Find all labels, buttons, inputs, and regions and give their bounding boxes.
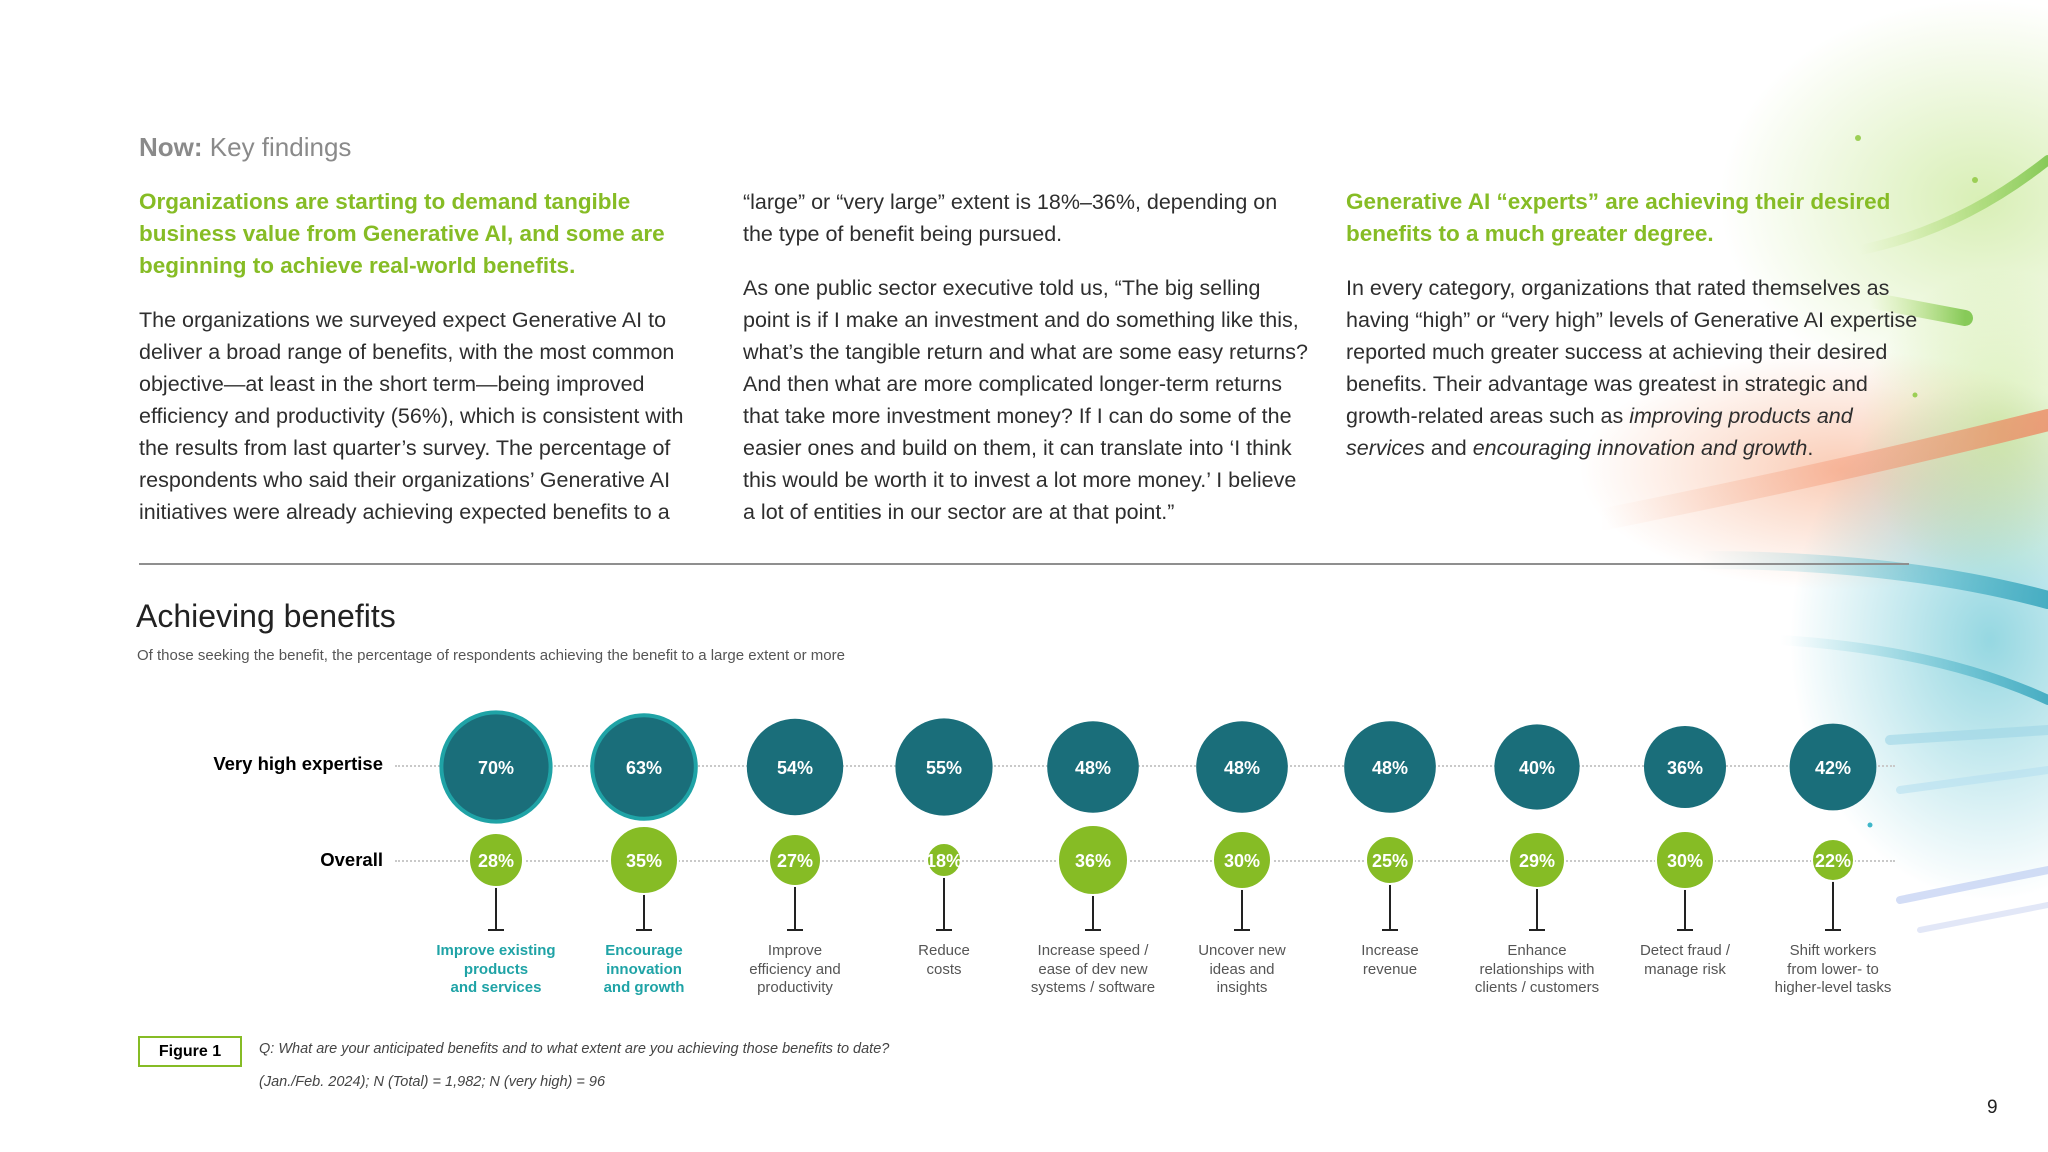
benefit-category-line: Enhance: [1507, 942, 1567, 959]
body-paragraph: In every category, organizations that rated themselves as having “high” or “very high” levels of Generative AI expertise reported much greater success at achieving their desired benefits. Their advantage was greatest in strategic and growth-related areas such as improving products and services and encouraging innovation and growth.: [1346, 276, 1918, 460]
benefit-category-line: systems / software: [1030, 979, 1156, 996]
overall-value-label: 30%: [1223, 851, 1261, 871]
overall-value-label: 18%: [925, 851, 963, 871]
benefit-category-line: Encourage: [605, 942, 683, 959]
overall-value-label: 28%: [477, 851, 515, 871]
lead-heading: Generative AI “experts” are achieving their desired benefits to a much greater degree.: [1346, 189, 1891, 246]
benefit-category-label: [1462, 942, 1612, 998]
benefit-category-label: [1315, 942, 1465, 979]
chart-subtitle: Of those seeking the benefit, the percentage of respondents achieving the benefit to a large extent or more: [137, 647, 845, 664]
figure-question: Q: What are your anticipated benefits and to what extent are you achieving those benefits to date?: [259, 1041, 890, 1057]
lead-heading: Organizations are starting to demand tangible business value from Generative AI, and some are beginning to achieve real-world benefits.: [139, 189, 665, 278]
overall-value-label: 22%: [1814, 851, 1852, 871]
row-label-overall: Overall: [320, 849, 383, 870]
benefit-category-line: manage risk: [1644, 960, 1726, 978]
benefit-category-line: Uncover new: [1198, 942, 1286, 959]
very-high-value-label: 70%: [477, 758, 515, 778]
benefit-category-line: Increase speed /: [1037, 942, 1149, 959]
very-high-value-label: 42%: [1814, 758, 1852, 778]
benefit-category-label: [1167, 942, 1317, 998]
benefit-category-line: and growth: [603, 979, 685, 996]
overall-value-label: 27%: [776, 851, 814, 871]
quote-paragraph: As one public sector executive told us, “The big selling point is if I make an investment and do something like this, what’s the tangible return and what are some easy returns? And then what are more complicated longer-term returns that take more investment money? If I can do some of the easier ones and build on them, it can translate into ‘I think this would be worth it to invest a lot more money.’ I believe a lot of entities in our sector are at that point.”: [743, 276, 1308, 524]
benefit-category-line: products: [463, 960, 529, 978]
benefit-category-line: efficiency and: [749, 960, 841, 978]
overall-value-label: 35%: [625, 851, 663, 871]
very-high-value-label: 40%: [1518, 758, 1556, 778]
very-high-value-label: 48%: [1074, 758, 1112, 778]
very-high-value-label: 48%: [1223, 758, 1261, 778]
benefit-category-label: [569, 942, 719, 998]
benefit-category-line: Reduce: [918, 942, 970, 959]
chart-title: Achieving benefits: [136, 598, 396, 634]
figure-note: (Jan./Feb. 2024); N (Total) = 1,982; N (very high) = 96: [259, 1074, 606, 1090]
benefit-category-line: ease of dev new: [1038, 960, 1148, 978]
benefit-category-line: revenue: [1362, 960, 1418, 978]
benefit-category-line: costs: [926, 960, 962, 978]
body-paragraph: The organizations we surveyed expect Generative AI to deliver a broad range of benefits, with the most common objective—at least in the short term—being improved efficiency and productivity (56%), which is consistent with the results from last quarter’s survey. The percentage of respondents who said their organizations’ Generative AI initiatives were already achieving expected benefits to a: [139, 308, 684, 524]
benefit-category-label: [869, 942, 1019, 979]
overall-value-label: 36%: [1074, 851, 1112, 871]
body-paragraph: “large” or “very large” extent is 18%–36%, depending on the type of benefit being pursued.: [743, 190, 1278, 246]
benefit-category-line: higher-level tasks: [1774, 979, 1892, 996]
very-high-value-label: 36%: [1666, 758, 1704, 778]
benefit-category-label: [421, 942, 571, 998]
benefit-category-label: [1018, 942, 1168, 998]
benefit-category-line: Improve: [767, 942, 823, 959]
benefit-category-line: Shift workers: [1789, 942, 1877, 959]
benefit-category-label: [1758, 942, 1908, 998]
benefit-category-label: [720, 942, 870, 998]
section-label: Now: Key findings: [139, 132, 352, 162]
overall-value-label: 29%: [1518, 851, 1556, 871]
benefit-category-label: [1610, 942, 1760, 979]
benefit-category-line: relationships with: [1479, 960, 1595, 978]
row-label-very-high: Very high expertise: [213, 753, 383, 774]
figure-tag: Figure 1: [138, 1036, 242, 1067]
benefit-category-line: Improve existing: [436, 942, 556, 959]
benefit-category-line: innovation: [606, 960, 682, 978]
benefit-category-line: clients / customers: [1474, 979, 1600, 996]
benefit-category-line: Increase: [1361, 942, 1419, 959]
very-high-value-label: 54%: [776, 758, 814, 778]
very-high-value-label: 55%: [925, 758, 963, 778]
benefit-category-line: insights: [1216, 979, 1268, 996]
very-high-value-label: 48%: [1371, 758, 1409, 778]
very-high-value-label: 63%: [625, 758, 663, 778]
benefit-category-line: productivity: [757, 979, 833, 996]
overall-value-label: 25%: [1371, 851, 1409, 871]
benefit-category-line: and services: [450, 979, 542, 996]
overall-value-label: 30%: [1666, 851, 1704, 871]
benefit-category-line: Detect fraud /: [1639, 942, 1731, 959]
benefit-category-line: ideas and: [1209, 960, 1275, 978]
page-number: 9: [1987, 1097, 1998, 1118]
benefit-category-line: from lower- to: [1787, 960, 1879, 978]
